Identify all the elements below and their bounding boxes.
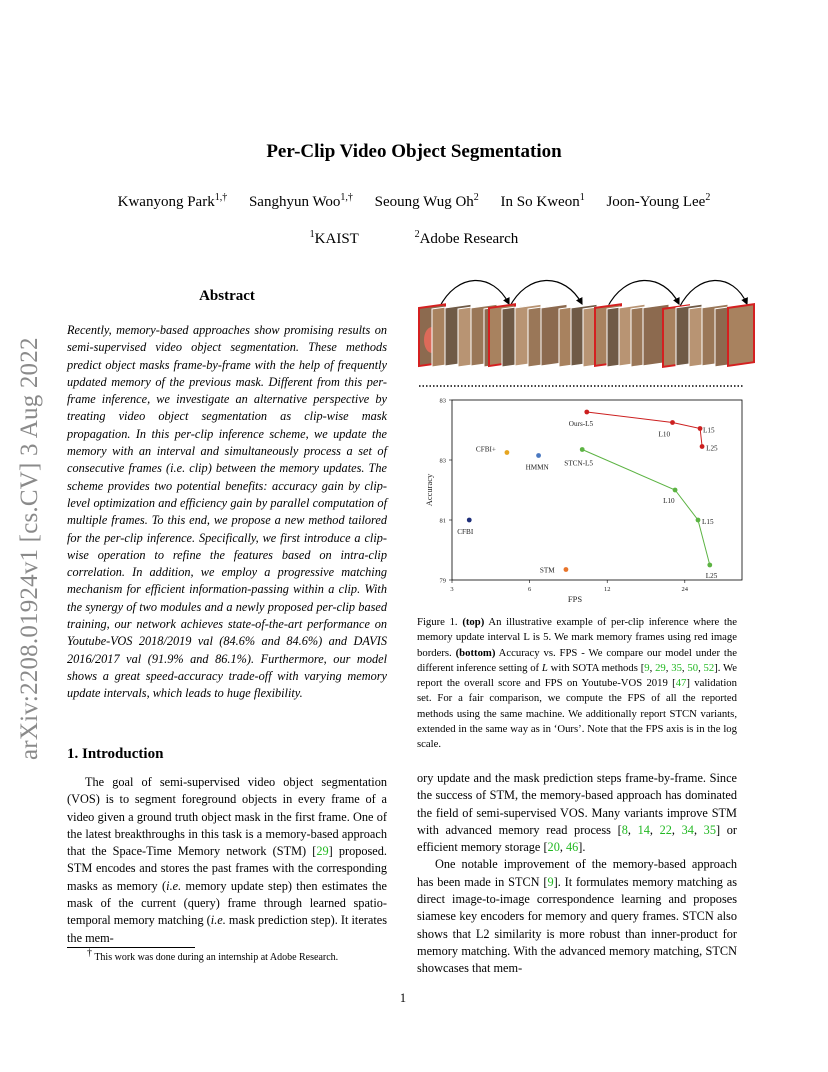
y-tick-label: 83 — [439, 397, 446, 405]
y-tick-label: 83 — [439, 457, 446, 465]
citation-link[interactable]: 50 — [687, 661, 699, 674]
text-run: , — [698, 661, 704, 674]
data-point — [467, 518, 472, 523]
x-tick-label: 3 — [450, 586, 454, 593]
citation-link[interactable]: 8 — [621, 822, 628, 837]
data-point — [707, 563, 712, 568]
author: Kwanyong Park$^{1,\dagger}$ — [117, 192, 228, 210]
citation-link[interactable]: 34 — [681, 822, 694, 837]
citation-link[interactable]: 47 — [675, 677, 687, 690]
text-run: , — [649, 661, 656, 674]
data-label: L10 — [663, 497, 675, 505]
data-point — [698, 426, 703, 431]
text-run: ] validation set. For a fair comparison, we compute the FPS of all the reported methods using the same machine. We additionally report STCN variants, extended in the same way as in ‘Ours’. Note that the FPS axis is in the log scale. — [417, 677, 737, 751]
abstract-heading: Abstract — [199, 288, 255, 304]
data-point — [580, 447, 585, 452]
data-point — [536, 453, 541, 458]
text-run: , — [681, 661, 688, 674]
introduction-paragraph — [417, 770, 737, 856]
data-label: CFBI — [457, 528, 474, 536]
data-point — [700, 444, 705, 449]
data-label: HMMN — [525, 463, 549, 472]
arxiv-identifier-stamp: arXiv:2208.01924v1 [cs.CV] 3 Aug 2022 — [16, 337, 43, 760]
author: Sanghyun Woo$^{1,\dagger}$ — [248, 192, 353, 210]
accuracy-fps-chart — [404, 390, 749, 610]
text-run: , — [627, 822, 638, 837]
x-tick-label: 12 — [603, 586, 611, 593]
text-run: , — [693, 822, 704, 837]
text-run: ] proposed. STM encodes and stores the past frames with the corresponding masks as memory ( — [67, 844, 387, 893]
x-tick-label: 6 — [527, 586, 532, 593]
figure-caption — [417, 615, 737, 753]
series-line — [582, 450, 710, 566]
per-clip-inference-illustration — [417, 278, 757, 388]
text-run: , — [559, 840, 566, 855]
data-point — [505, 450, 510, 455]
text-run: Accuracy vs. FPS - We compare our model under the different inference setting of — [417, 646, 737, 674]
affiliation: $^1$KAIST — [309, 229, 359, 247]
page-number: 1 — [399, 991, 407, 1005]
abstract-text: Recently, memory-based approaches show promising results on semi-supervised video object segmentation. These methods predict object masks frame-by-frame with the help of frequently updated memory of the previous mask. Different from this per-frame inference, we investigate an alternative perspective by treating video object segmentation as clip-wise mask propagation. In this per-clip inference scheme, we update the memory with an interval and simultaneously process a set of consecutive frames (i.e. clip) between the memory updates. The scheme provides two potential benefits: accuracy gain by clip-level optimization and efficiency gain by parallel computation of multiple frames. To this end, we propose a new method tailored for the per-clip inference. Specifically, we first introduce a clip-wise operation to refine the features based on intra-clip correlation. In addition, we employ a progressive matching mechanism for efficient information-passing within a clip. With the synergy of two modules and a newly proposed per-clip based training, our network achieves state-of-the-art performance on Youtube-VOS 2018/2019 val (84.6% and 84.6%) and DAVIS 2016/2017 val (91.9% and 86.1%). Furthermore, our model shows a great speed-accuracy trade-off with varying memory update intervals, which leads to huge flexibility. — [67, 323, 387, 701]
x-axis-label: FPS — [567, 594, 583, 604]
memory-frame — [728, 304, 754, 366]
author: In So Kweon$^1$ — [500, 192, 585, 210]
citation-link[interactable]: 9 — [547, 874, 554, 889]
introduction-paragraph — [417, 856, 737, 977]
text-run: The goal of semi-supervised video object segmentation (VOS) is to segment foreground objects in every frame of a video given a ground truth object mask in the first frame. One of the latest breakthroughs in this task is a memory-based approach that the Space-Time Memory network (STM) [ — [67, 775, 387, 859]
text-run: Figure 1. — [417, 616, 463, 628]
data-label: Ours-L5 — [568, 420, 594, 428]
y-tick-label: 79 — [439, 577, 446, 585]
text-run: , — [649, 822, 660, 837]
text-run: , — [665, 661, 672, 674]
introduction-column-right — [417, 770, 737, 978]
video-frame-strip — [419, 304, 754, 367]
citation-link[interactable]: 29 — [655, 661, 666, 674]
data-label: STM — [539, 566, 555, 575]
citation-link[interactable]: 46 — [566, 840, 579, 855]
data-label: L15 — [703, 426, 715, 435]
data-point — [584, 410, 589, 415]
data-label: STCN-L5 — [564, 459, 593, 468]
text-run: (top) — [462, 616, 485, 628]
memory-update-arrows — [439, 280, 747, 308]
text-run: mask prediction step). It iterates the mem- — [67, 913, 387, 945]
author: Joon-Young Lee$^2$ — [606, 192, 711, 210]
text-run: i.e. — [210, 913, 226, 928]
data-label: CFBI+ — [475, 445, 496, 454]
citation-link[interactable]: 22 — [659, 822, 672, 837]
citation-link[interactable]: 14 — [637, 822, 650, 837]
x-tick-label: 24 — [681, 586, 689, 593]
text-run: ]. It formulates memory matching as direct image-to-image correspondence learning and proposes siamese key encoders for memory and query frames. STCN also shows that L2 similarity is more robust than inner-product for memory matching. With the advanced memory matching, STCN showcases that mem- — [417, 874, 738, 976]
text-run: ] or efficient memory storage [ — [417, 822, 737, 855]
data-point — [696, 518, 701, 523]
citation-link[interactable]: 20 — [547, 840, 560, 855]
author-list — [0, 194, 828, 211]
data-point — [673, 488, 678, 493]
text-run: An illustrative example of per-clip inference where the memory update interval L is 5. We mark memory frames using red image borders. — [417, 616, 738, 659]
citation-link[interactable]: 29 — [316, 844, 329, 859]
text-run: L — [541, 661, 548, 674]
text-run: memory update step) then estimates the mask of the current (query) frame through learned spatio-temporal memory matching ( — [67, 878, 387, 928]
y-tick-label: 81 — [439, 517, 446, 525]
y-axis-label: Accuracy — [424, 473, 434, 507]
text-run: i.e. — [166, 878, 182, 893]
citation-link[interactable]: 35 — [703, 822, 716, 837]
data-point — [670, 420, 675, 425]
paper-title: Per-Clip Video Object Segmentation — [266, 141, 562, 162]
citation-link[interactable]: 9 — [644, 661, 650, 674]
data-label: L25 — [705, 572, 718, 580]
introduction-paragraph — [67, 774, 387, 947]
data-point — [564, 567, 569, 572]
series-line — [587, 412, 702, 447]
text-run: , — [671, 822, 682, 837]
text-run: One notable improvement of the memory-based approach has been made in STCN [ — [417, 857, 737, 889]
text-run: ]. — [578, 840, 586, 855]
data-label: L10 — [658, 430, 671, 439]
author: Seoung Wug Oh$^2$ — [374, 192, 479, 210]
citation-link[interactable]: 52 — [703, 661, 715, 674]
text-run: ory update and the mask prediction steps frame-by-frame. Since the success of STM, the memory-based approach has dominated the field of semi-supervised VOS. Many variants improve STM with advanced memory read process [ — [417, 771, 737, 837]
affiliation-list — [0, 231, 828, 248]
affiliation: $^2$Adobe Research — [414, 229, 519, 247]
data-label: L25 — [706, 444, 718, 453]
text-run: (bottom) — [455, 646, 496, 659]
text-run: with SOTA methods [ — [547, 661, 645, 674]
citation-link[interactable]: 35 — [671, 661, 682, 674]
text-run: ]. We report the overall score and FPS on Youtube-VOS 2019 [ — [417, 661, 738, 690]
footnote: † This work was done during an internship at Adobe Research. — [87, 947, 339, 963]
data-label: L15 — [701, 518, 714, 526]
introduction-heading: 1. Introduction — [67, 746, 164, 762]
